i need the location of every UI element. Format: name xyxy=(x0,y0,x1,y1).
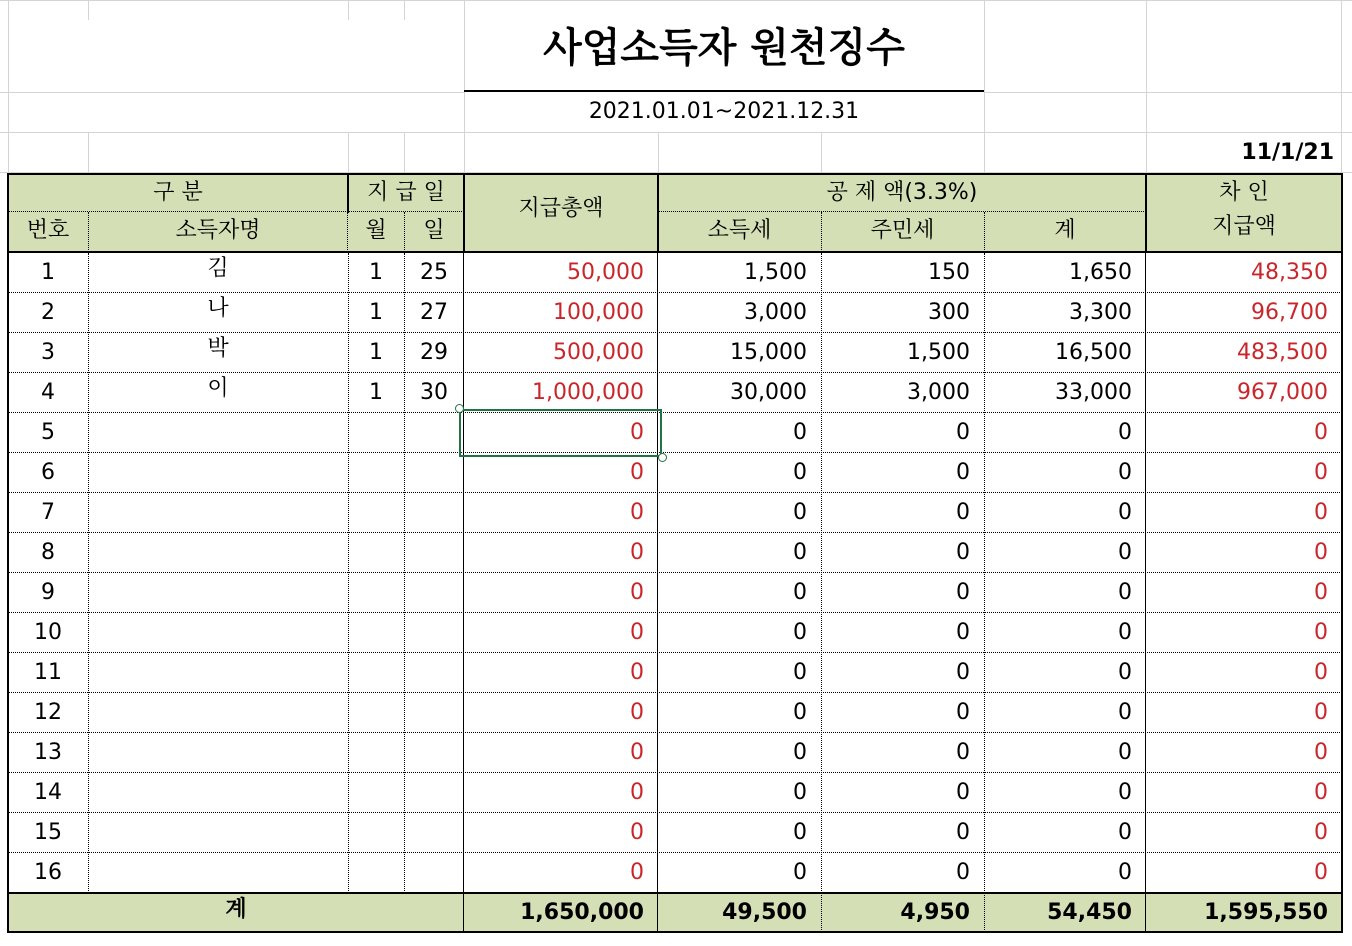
row-divider xyxy=(8,532,1342,533)
cell-subtotal[interactable]: 0 xyxy=(1118,820,1132,845)
cell-month[interactable] xyxy=(348,413,404,453)
header-net-line2: 지급액 xyxy=(1212,214,1276,239)
totals-subtotal: 54,450 xyxy=(1047,900,1132,925)
cell-income-tax[interactable]: 0 xyxy=(793,420,807,445)
cell-month[interactable] xyxy=(348,773,404,813)
cell-subtotal[interactable]: 0 xyxy=(1118,860,1132,885)
cell-total-payment[interactable]: 0 xyxy=(630,420,644,445)
cell-resident-tax[interactable]: 150 xyxy=(928,260,970,285)
row-divider xyxy=(8,812,1342,813)
cell-month[interactable] xyxy=(348,533,404,573)
cell-day[interactable] xyxy=(404,733,464,773)
row-divider xyxy=(8,292,1342,293)
cell-resident-tax[interactable]: 0 xyxy=(956,740,970,765)
col-div-no-name xyxy=(88,212,89,252)
row-divider xyxy=(8,852,1342,853)
cell-resident-tax[interactable]: 0 xyxy=(956,500,970,525)
cell-subtotal[interactable]: 1,650 xyxy=(1069,260,1132,285)
cell-income-tax[interactable]: 0 xyxy=(793,860,807,885)
cell-total-payment[interactable]: 0 xyxy=(630,500,644,525)
col-border-deduction-left xyxy=(657,173,659,253)
cell-name[interactable] xyxy=(88,651,348,691)
header-no: 번호 xyxy=(26,218,70,243)
cell-subtotal[interactable]: 0 xyxy=(1118,660,1132,685)
header-subtotal: 계 xyxy=(1054,218,1076,243)
cell-day[interactable]: 29 xyxy=(420,340,448,365)
cell-income-tax[interactable]: 0 xyxy=(793,700,807,725)
col-border-net-left xyxy=(1145,173,1147,253)
cell-day[interactable] xyxy=(404,853,464,893)
cell-total-payment[interactable]: 500,000 xyxy=(553,340,644,365)
cell-resident-tax[interactable]: 300 xyxy=(928,300,970,325)
header-resident-tax: 주민세 xyxy=(870,218,935,243)
cell-net-payment[interactable]: 0 xyxy=(1314,820,1328,845)
cell-name[interactable] xyxy=(88,771,348,811)
cell-subtotal[interactable]: 33,000 xyxy=(1055,380,1132,405)
cell-total-payment[interactable]: 50,000 xyxy=(567,260,644,285)
col-div-resident-sum xyxy=(984,212,985,252)
row-divider xyxy=(8,492,1342,493)
row-divider xyxy=(8,452,1342,453)
cell-subtotal[interactable]: 0 xyxy=(1118,620,1132,645)
cell-net-payment[interactable]: 0 xyxy=(1314,660,1328,685)
col-div-month-day xyxy=(404,212,405,252)
cell-no[interactable]: 11 xyxy=(34,660,62,685)
cell-month[interactable] xyxy=(348,493,404,533)
cell-name[interactable] xyxy=(88,411,348,451)
row-divider xyxy=(8,652,1342,653)
row-divider xyxy=(8,412,1342,413)
cell-income-tax[interactable]: 0 xyxy=(793,460,807,485)
cell-income-tax[interactable]: 0 xyxy=(793,740,807,765)
row-divider xyxy=(8,372,1342,373)
cell-income-tax[interactable]: 0 xyxy=(793,820,807,845)
cell-day[interactable] xyxy=(404,533,464,573)
cell-net-payment[interactable]: 0 xyxy=(1314,860,1328,885)
cell-subtotal[interactable]: 0 xyxy=(1118,460,1132,485)
cell-resident-tax[interactable]: 0 xyxy=(956,540,970,565)
col-border-total-left xyxy=(463,173,465,253)
cell-net-payment[interactable]: 0 xyxy=(1314,700,1328,725)
cell-month[interactable] xyxy=(348,573,404,613)
cell-name[interactable] xyxy=(88,851,348,891)
cell-name[interactable] xyxy=(88,491,348,531)
cell-day[interactable]: 27 xyxy=(420,300,448,325)
title-underline xyxy=(464,90,984,92)
cell-net-payment[interactable]: 0 xyxy=(1314,540,1328,565)
cell-no[interactable]: 1 xyxy=(41,260,55,285)
page-title: 사업소득자 원천징수 xyxy=(543,25,905,71)
cell-day[interactable]: 25 xyxy=(420,260,448,285)
cell-month[interactable] xyxy=(348,693,404,733)
body-div-name-month xyxy=(348,253,349,893)
header-category: 구 분 xyxy=(153,180,203,205)
totals-resident-tax: 4,950 xyxy=(900,900,970,925)
cell-no[interactable]: 3 xyxy=(41,340,55,365)
cell-day[interactable]: 30 xyxy=(420,380,448,405)
cell-name[interactable] xyxy=(88,531,348,571)
cell-no[interactable]: 7 xyxy=(41,500,55,525)
cell-month[interactable]: 1 xyxy=(369,300,383,325)
totals-border-top xyxy=(7,892,1343,894)
cell-day[interactable] xyxy=(404,453,464,493)
table-border-right xyxy=(1341,173,1343,933)
cell-subtotal[interactable]: 3,300 xyxy=(1069,300,1132,325)
totals-total-payment: 1,650,000 xyxy=(520,900,644,925)
cell-month[interactable]: 1 xyxy=(369,340,383,365)
cell-resident-tax[interactable]: 0 xyxy=(956,780,970,805)
cell-no[interactable]: 8 xyxy=(41,540,55,565)
cell-income-tax[interactable]: 0 xyxy=(793,580,807,605)
cell-income-tax[interactable]: 0 xyxy=(793,660,807,685)
totals-sep-2 xyxy=(657,893,658,932)
cell-month[interactable]: 1 xyxy=(369,380,383,405)
cell-total-payment[interactable]: 0 xyxy=(630,620,644,645)
cell-total-payment[interactable]: 0 xyxy=(630,700,644,725)
row-divider xyxy=(8,612,1342,613)
col-border-total-left-body xyxy=(463,253,464,893)
cell-month[interactable]: 1 xyxy=(369,260,383,285)
cell-resident-tax[interactable]: 0 xyxy=(956,620,970,645)
col-border-pay-date-left xyxy=(347,173,349,213)
cell-subtotal[interactable]: 0 xyxy=(1118,580,1132,605)
header-deduction: 공 제 액(3.3%) xyxy=(826,180,978,205)
selected-cell[interactable] xyxy=(459,409,662,457)
cell-net-payment[interactable]: 0 xyxy=(1314,500,1328,525)
cell-net-payment[interactable]: 0 xyxy=(1314,420,1328,445)
cell-month[interactable] xyxy=(348,613,404,653)
cell-subtotal[interactable]: 0 xyxy=(1118,420,1132,445)
cell-subtotal[interactable]: 0 xyxy=(1118,540,1132,565)
table-border-left xyxy=(7,173,9,933)
cell-resident-tax[interactable]: 0 xyxy=(956,420,970,445)
cell-net-payment[interactable]: 48,350 xyxy=(1251,260,1328,285)
cell-resident-tax[interactable]: 0 xyxy=(956,580,970,605)
cell-month[interactable] xyxy=(348,733,404,773)
cell-day[interactable] xyxy=(404,693,464,733)
cell-month[interactable] xyxy=(348,813,404,853)
cell-total-payment[interactable]: 0 xyxy=(630,820,644,845)
cell-resident-tax[interactable]: 0 xyxy=(956,860,970,885)
cell-net-payment[interactable]: 0 xyxy=(1314,740,1328,765)
cell-no[interactable]: 2 xyxy=(41,300,55,325)
cell-total-payment[interactable]: 0 xyxy=(630,860,644,885)
cell-month[interactable] xyxy=(348,853,404,893)
cell-net-payment[interactable]: 0 xyxy=(1314,580,1328,605)
table-border-top xyxy=(7,173,1343,175)
cell-income-tax[interactable]: 1,500 xyxy=(744,260,807,285)
period-range: 2021.01.01~2021.12.31 xyxy=(588,99,860,124)
row-divider xyxy=(8,692,1342,693)
cell-resident-tax[interactable]: 0 xyxy=(956,660,970,685)
cell-resident-tax[interactable]: 0 xyxy=(956,820,970,845)
cell-resident-tax[interactable]: 1,500 xyxy=(907,340,970,365)
totals-label: 계 xyxy=(225,897,247,922)
cell-total-payment[interactable]: 0 xyxy=(630,580,644,605)
cell-no[interactable]: 14 xyxy=(34,780,62,805)
cell-no[interactable]: 13 xyxy=(34,740,62,765)
header-subdivider-deduction xyxy=(658,211,1146,212)
cell-no[interactable]: 16 xyxy=(34,860,62,885)
selection-handle-top-left[interactable] xyxy=(455,404,464,413)
cell-total-payment[interactable]: 0 xyxy=(630,540,644,565)
cell-net-payment[interactable]: 0 xyxy=(1314,780,1328,805)
cell-name[interactable]: 김 xyxy=(207,256,229,281)
header-border-bottom xyxy=(7,251,1343,253)
row-divider xyxy=(8,572,1342,573)
cell-income-tax[interactable]: 3,000 xyxy=(744,300,807,325)
cell-name[interactable] xyxy=(88,451,348,491)
totals-income-tax: 49,500 xyxy=(722,900,807,925)
table-border-bottom xyxy=(7,931,1343,933)
cell-net-payment[interactable]: 96,700 xyxy=(1251,300,1328,325)
cell-resident-tax[interactable]: 0 xyxy=(956,700,970,725)
cell-total-payment[interactable]: 1,000,000 xyxy=(532,380,644,405)
cell-net-payment[interactable]: 0 xyxy=(1314,460,1328,485)
totals-net-payment: 1,595,550 xyxy=(1204,900,1328,925)
cell-name[interactable] xyxy=(88,691,348,731)
cell-total-payment[interactable]: 100,000 xyxy=(553,300,644,325)
cell-income-tax[interactable]: 30,000 xyxy=(730,380,807,405)
cell-resident-tax[interactable]: 3,000 xyxy=(907,380,970,405)
cell-no[interactable]: 4 xyxy=(41,380,55,405)
cell-subtotal[interactable]: 0 xyxy=(1118,740,1132,765)
cell-no[interactable]: 15 xyxy=(34,820,62,845)
col-div-income-resident xyxy=(821,212,822,252)
col-border-net-left-body xyxy=(1145,253,1146,893)
header-pay-date: 지 급 일 xyxy=(367,180,445,205)
cell-total-payment[interactable]: 0 xyxy=(630,740,644,765)
header-month: 월 xyxy=(365,218,387,243)
cell-total-payment[interactable]: 0 xyxy=(630,460,644,485)
row-divider xyxy=(8,332,1342,333)
cell-name[interactable]: 이 xyxy=(207,376,229,401)
cell-day[interactable] xyxy=(404,613,464,653)
header-day: 일 xyxy=(423,218,445,243)
cell-net-payment[interactable]: 0 xyxy=(1314,620,1328,645)
cell-no[interactable]: 10 xyxy=(34,620,62,645)
cell-no[interactable]: 5 xyxy=(41,420,55,445)
row-divider xyxy=(8,732,1342,733)
cell-income-tax[interactable]: 0 xyxy=(793,500,807,525)
cell-name[interactable] xyxy=(88,731,348,771)
col-border-deduction-left-body xyxy=(657,253,658,893)
cell-no[interactable]: 6 xyxy=(41,460,55,485)
cell-subtotal[interactable]: 0 xyxy=(1118,500,1132,525)
cell-name[interactable]: 박 xyxy=(207,336,229,361)
header-subdivider-left xyxy=(8,211,464,212)
body-div-month-day xyxy=(404,253,405,893)
cell-total-payment[interactable]: 0 xyxy=(630,780,644,805)
cell-day[interactable] xyxy=(404,813,464,853)
cell-name[interactable] xyxy=(88,571,348,611)
row-divider xyxy=(8,772,1342,773)
report-date: 11/1/21 xyxy=(1241,140,1334,165)
header-name: 소득자명 xyxy=(175,218,261,243)
totals-sep-3 xyxy=(1145,893,1146,932)
cell-resident-tax[interactable]: 0 xyxy=(956,460,970,485)
header-total-payment: 지급총액 xyxy=(518,196,604,221)
cell-day[interactable] xyxy=(404,493,464,533)
cell-subtotal[interactable]: 0 xyxy=(1118,700,1132,725)
totals-div-resident-sum xyxy=(984,893,985,932)
cell-income-tax[interactable]: 0 xyxy=(793,780,807,805)
col-div-name-month xyxy=(347,212,348,252)
cell-day[interactable] xyxy=(404,573,464,613)
cell-total-payment[interactable]: 0 xyxy=(630,660,644,685)
cell-month[interactable] xyxy=(348,653,404,693)
body-div-no-name xyxy=(88,253,89,893)
cell-net-payment[interactable]: 967,000 xyxy=(1237,380,1328,405)
cell-income-tax[interactable]: 15,000 xyxy=(730,340,807,365)
cell-day[interactable] xyxy=(404,773,464,813)
cell-subtotal[interactable]: 0 xyxy=(1118,780,1132,805)
cell-no[interactable]: 12 xyxy=(34,700,62,725)
cell-income-tax[interactable]: 0 xyxy=(793,540,807,565)
header-income-tax: 소득세 xyxy=(707,218,772,243)
cell-name[interactable] xyxy=(88,811,348,851)
cell-month[interactable] xyxy=(348,453,404,493)
cell-net-payment[interactable]: 483,500 xyxy=(1237,340,1328,365)
cell-income-tax[interactable]: 0 xyxy=(793,620,807,645)
cell-no[interactable]: 9 xyxy=(41,580,55,605)
cell-day[interactable] xyxy=(404,653,464,693)
totals-sep-1 xyxy=(463,893,464,932)
cell-day[interactable] xyxy=(404,413,464,453)
cell-name[interactable] xyxy=(88,611,348,651)
cell-name[interactable]: 나 xyxy=(207,296,229,321)
totals-div-income-resident xyxy=(821,893,822,932)
body-div-income-resident xyxy=(821,253,822,893)
cell-subtotal[interactable]: 16,500 xyxy=(1055,340,1132,365)
selection-fill-handle[interactable] xyxy=(658,453,667,462)
body-div-resident-sum xyxy=(984,253,985,893)
header-net-line1: 차 인 xyxy=(1219,180,1269,205)
